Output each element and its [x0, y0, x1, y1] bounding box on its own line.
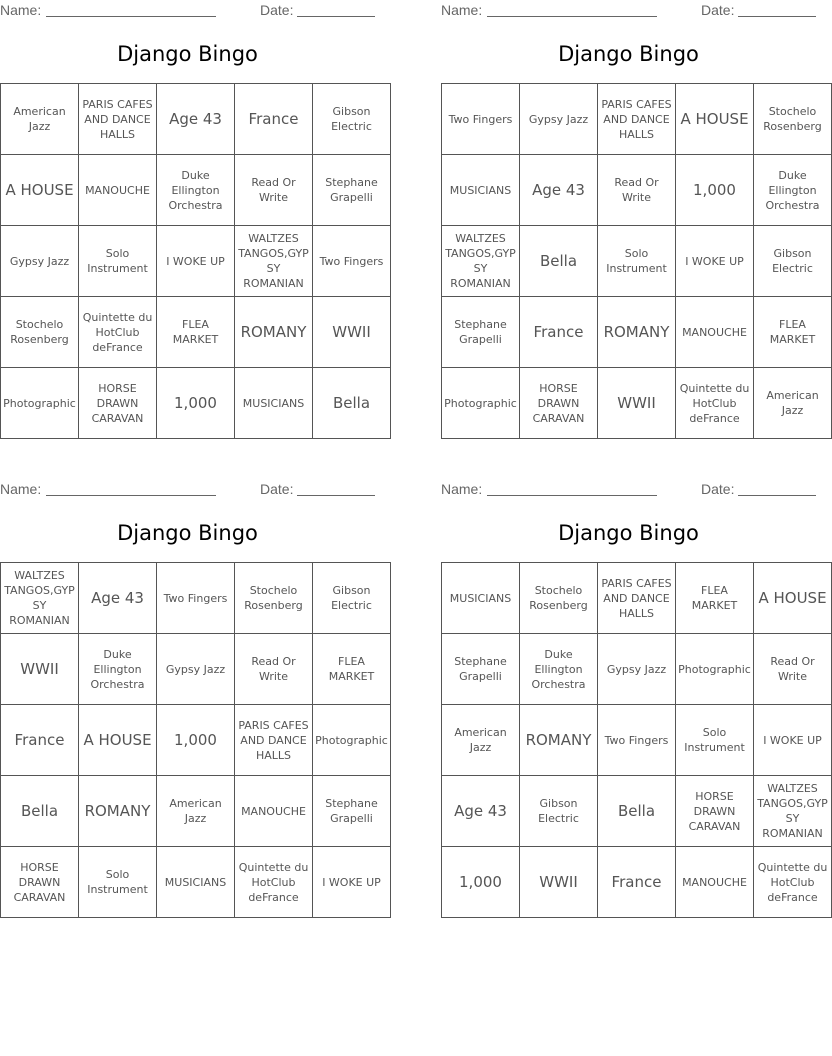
bingo-square: PARIS CAFES AND DANCE HALLS	[598, 84, 676, 155]
bingo-square: Read Or Write	[754, 634, 832, 705]
bingo-square: Stephane Grapelli	[442, 634, 520, 705]
date-label: Date:	[260, 2, 294, 18]
bingo-square: I WOKE UP	[157, 226, 235, 297]
bingo-square: Quintette du HotClub deFrance	[79, 297, 157, 368]
name-date-line	[441, 0, 816, 22]
bingo-square: WALTZES TANGOS,GYPSY ROMANIAN	[235, 226, 313, 297]
name-label: Name:	[441, 481, 483, 497]
bingo-square: American Jazz	[754, 368, 832, 439]
bingo-square: Gypsy Jazz	[598, 634, 676, 705]
bingo-square: Photographic	[1, 368, 79, 439]
grid-row	[1, 634, 391, 705]
bingo-square: WALTZES TANGOS,GYPSY ROMANIAN	[1, 563, 79, 634]
grid-row	[1, 847, 391, 918]
bingo-square: 1,000	[157, 705, 235, 776]
bingo-square: Bella	[520, 226, 598, 297]
name-label: Name:	[0, 481, 42, 497]
bingo-square: Gibson Electric	[313, 563, 391, 634]
bingo-square: HORSE DRAWN CARAVAN	[676, 776, 754, 847]
bingo-square: MANOUCHE	[676, 847, 754, 918]
bingo-square: France	[235, 84, 313, 155]
bingo-grid	[0, 83, 391, 439]
bingo-square: Stochelo Rosenberg	[754, 84, 832, 155]
bingo-square: A HOUSE	[79, 705, 157, 776]
date-label: Date:	[701, 481, 735, 497]
bingo-card-2	[441, 0, 822, 435]
bingo-square: Photographic	[676, 634, 754, 705]
bingo-square: HORSE DRAWN CARAVAN	[79, 368, 157, 439]
bingo-square: Age 43	[520, 155, 598, 226]
bingo-square: PARIS CAFES AND DANCE HALLS	[79, 84, 157, 155]
bingo-grid	[0, 562, 391, 918]
bingo-square: France	[1, 705, 79, 776]
bingo-square: I WOKE UP	[676, 226, 754, 297]
grid-row	[1, 563, 391, 634]
name-label: Name:	[0, 2, 42, 18]
bingo-square: Solo Instrument	[676, 705, 754, 776]
name-date-line	[441, 479, 816, 501]
bingo-square: 1,000	[442, 847, 520, 918]
bingo-square: Bella	[1, 776, 79, 847]
bingo-square: I WOKE UP	[313, 847, 391, 918]
date-label: Date:	[701, 2, 735, 18]
grid-row	[442, 155, 832, 226]
grid-row	[1, 368, 391, 439]
bingo-square: Stochelo Rosenberg	[520, 563, 598, 634]
bingo-square: Gypsy Jazz	[520, 84, 598, 155]
bingo-square: Quintette du HotClub deFrance	[676, 368, 754, 439]
bingo-square: WALTZES TANGOS,GYPSY ROMANIAN	[754, 776, 832, 847]
bingo-square: Solo Instrument	[79, 226, 157, 297]
name-blank	[46, 495, 216, 496]
grid-row	[1, 776, 391, 847]
card-title: Django Bingo	[558, 42, 699, 66]
bingo-square: WALTZES TANGOS,GYPSY ROMANIAN	[442, 226, 520, 297]
bingo-square: Read Or Write	[598, 155, 676, 226]
grid-row	[442, 634, 832, 705]
bingo-square: Gibson Electric	[754, 226, 832, 297]
bingo-square: I WOKE UP	[754, 705, 832, 776]
bingo-square: Bella	[598, 776, 676, 847]
bingo-square: Read Or Write	[235, 634, 313, 705]
bingo-square: Age 43	[79, 563, 157, 634]
bingo-square: Duke Ellington Orchestra	[520, 634, 598, 705]
bingo-square: Duke Ellington Orchestra	[754, 155, 832, 226]
bingo-square: A HOUSE	[676, 84, 754, 155]
bingo-square: WWII	[598, 368, 676, 439]
bingo-square: Two Fingers	[313, 226, 391, 297]
bingo-square: WWII	[313, 297, 391, 368]
grid-row	[1, 297, 391, 368]
bingo-square: ROMANY	[598, 297, 676, 368]
bingo-square: ROMANY	[235, 297, 313, 368]
bingo-square: Duke Ellington Orchestra	[157, 155, 235, 226]
grid-row	[442, 84, 832, 155]
bingo-square: Gypsy Jazz	[157, 634, 235, 705]
bingo-square: Stochelo Rosenberg	[1, 297, 79, 368]
bingo-square: Stochelo Rosenberg	[235, 563, 313, 634]
bingo-square: HORSE DRAWN CARAVAN	[520, 368, 598, 439]
name-date-line	[0, 479, 375, 501]
bingo-square: Read Or Write	[235, 155, 313, 226]
grid-row	[442, 297, 832, 368]
grid-row	[442, 847, 832, 918]
bingo-square: Stephane Grapelli	[442, 297, 520, 368]
bingo-square: FLEA MARKET	[676, 563, 754, 634]
bingo-square: Two Fingers	[157, 563, 235, 634]
bingo-square: Two Fingers	[442, 84, 520, 155]
bingo-square: Gibson Electric	[313, 84, 391, 155]
bingo-square: Photographic	[442, 368, 520, 439]
bingo-square: PARIS CAFES AND DANCE HALLS	[235, 705, 313, 776]
bingo-square: Quintette du HotClub deFrance	[754, 847, 832, 918]
name-label: Name:	[441, 2, 483, 18]
bingo-square: MUSICIANS	[157, 847, 235, 918]
card-title: Django Bingo	[117, 521, 258, 545]
bingo-grid	[441, 83, 832, 439]
bingo-square: Solo Instrument	[79, 847, 157, 918]
bingo-square: Quintette du HotClub deFrance	[235, 847, 313, 918]
bingo-square: Age 43	[157, 84, 235, 155]
bingo-square: Two Fingers	[598, 705, 676, 776]
bingo-square: FLEA MARKET	[754, 297, 832, 368]
bingo-square: MUSICIANS	[442, 155, 520, 226]
name-blank	[487, 16, 657, 17]
grid-row	[1, 705, 391, 776]
card-title: Django Bingo	[558, 521, 699, 545]
name-blank	[46, 16, 216, 17]
grid-row	[442, 563, 832, 634]
bingo-square: HORSE DRAWN CARAVAN	[1, 847, 79, 918]
bingo-square: A HOUSE	[754, 563, 832, 634]
grid-row	[1, 84, 391, 155]
grid-row	[1, 155, 391, 226]
date-blank	[297, 16, 375, 17]
bingo-square: A HOUSE	[1, 155, 79, 226]
bingo-square: WWII	[1, 634, 79, 705]
date-blank	[297, 495, 375, 496]
grid-row	[442, 368, 832, 439]
bingo-square: MANOUCHE	[676, 297, 754, 368]
bingo-square: Gibson Electric	[520, 776, 598, 847]
grid-row	[1, 226, 391, 297]
card-title: Django Bingo	[117, 42, 258, 66]
bingo-square: Solo Instrument	[598, 226, 676, 297]
bingo-square: ROMANY	[79, 776, 157, 847]
bingo-grid	[441, 562, 832, 918]
bingo-card-3	[0, 479, 388, 914]
date-blank	[738, 495, 816, 496]
grid-row	[442, 776, 832, 847]
grid-row	[442, 226, 832, 297]
bingo-square: FLEA MARKET	[157, 297, 235, 368]
bingo-card-1	[0, 0, 384, 435]
grid-row	[442, 705, 832, 776]
bingo-square: WWII	[520, 847, 598, 918]
bingo-square: MANOUCHE	[235, 776, 313, 847]
bingo-square: PARIS CAFES AND DANCE HALLS	[598, 563, 676, 634]
name-date-line	[0, 0, 375, 22]
bingo-square: American Jazz	[442, 705, 520, 776]
date-label: Date:	[260, 481, 294, 497]
bingo-square: Gypsy Jazz	[1, 226, 79, 297]
bingo-square: American Jazz	[157, 776, 235, 847]
bingo-square: Stephane Grapelli	[313, 776, 391, 847]
bingo-square: Duke Ellington Orchestra	[79, 634, 157, 705]
bingo-square: MANOUCHE	[79, 155, 157, 226]
bingo-square: 1,000	[157, 368, 235, 439]
bingo-card-4	[441, 479, 828, 914]
bingo-square: MUSICIANS	[442, 563, 520, 634]
bingo-square: Photographic	[313, 705, 391, 776]
name-blank	[487, 495, 657, 496]
bingo-square: France	[520, 297, 598, 368]
bingo-square: Stephane Grapelli	[313, 155, 391, 226]
bingo-square: FLEA MARKET	[313, 634, 391, 705]
bingo-square: American Jazz	[1, 84, 79, 155]
bingo-square: MUSICIANS	[235, 368, 313, 439]
bingo-square: 1,000	[676, 155, 754, 226]
bingo-square: France	[598, 847, 676, 918]
bingo-square: Age 43	[442, 776, 520, 847]
bingo-square: ROMANY	[520, 705, 598, 776]
date-blank	[738, 16, 816, 17]
bingo-square: Bella	[313, 368, 391, 439]
